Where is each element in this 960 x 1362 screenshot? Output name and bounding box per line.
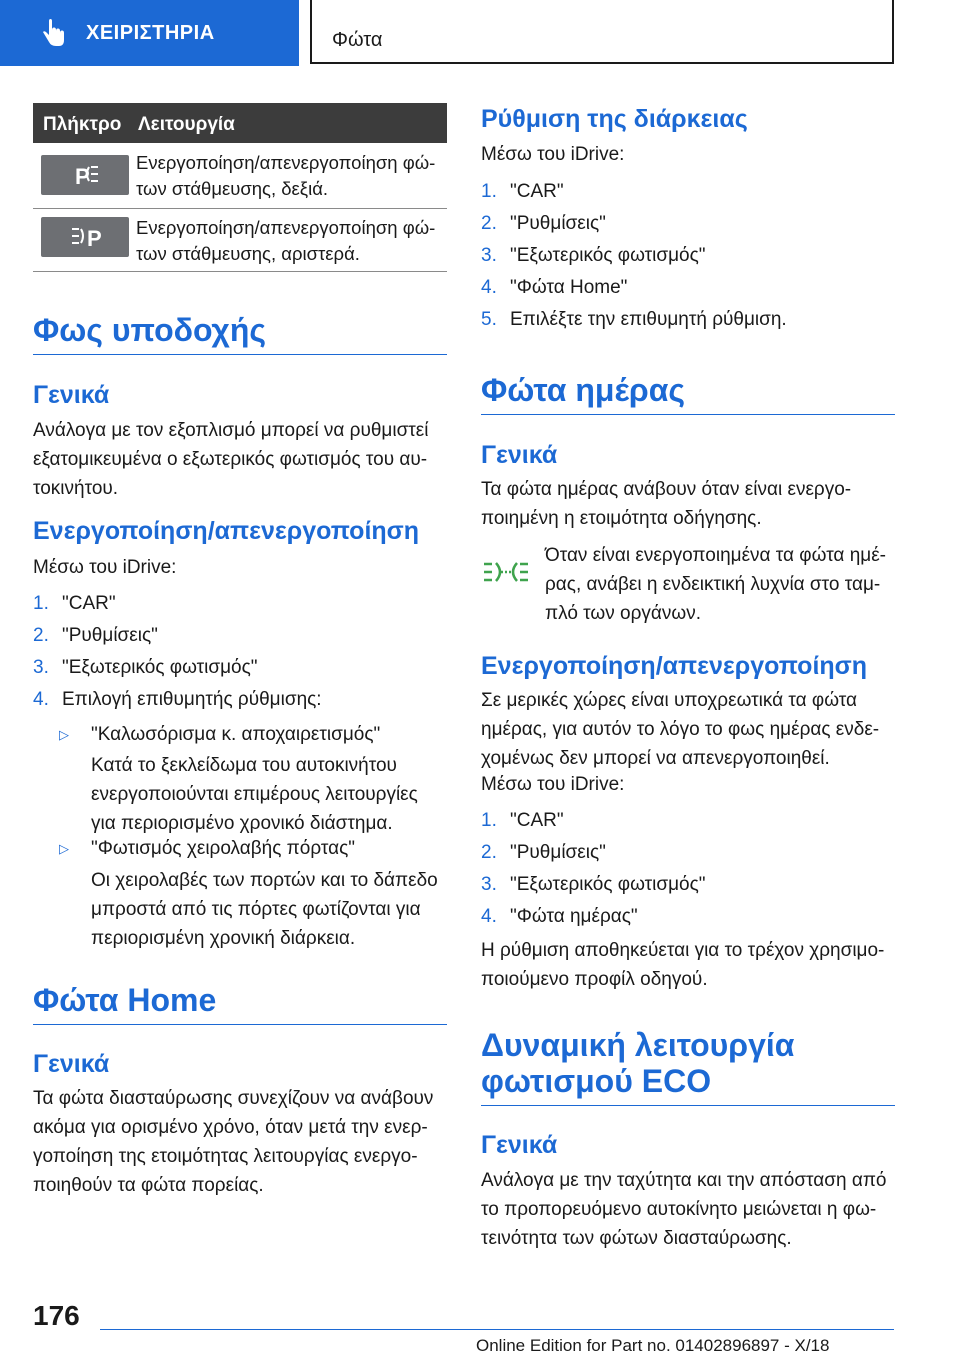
- svg-text:P: P: [75, 164, 90, 189]
- welcome-activation-heading: Ενεργοποίηση/απενεργοποίηση: [33, 517, 420, 545]
- daytime-lights-title: Φώτα ημέρας: [481, 372, 895, 415]
- welcome-general-text: Ανάλογα με τον εξοπλισμό μπορεί να ρυθμιστεί εξατομικευμένα ο εξωτερικός φωτισμός του αυ-τοκινήτου.: [33, 420, 429, 499]
- day-steps: [481, 805, 895, 933]
- welcome-light-title: Φως υποδοχής: [33, 312, 447, 355]
- eco-title: [481, 1027, 895, 1106]
- list-item: 1. "CAR": [481, 810, 564, 831]
- day-note-text: Όταν είναι ενεργοποιημένα τα φώτα ημέ-ρας, ανάβει η ενδεικτική λυχνία στο ταμ-πλό των οργάνων.: [545, 545, 887, 624]
- list-item: 3. "Εξωτερικός φωτισμός": [33, 657, 258, 678]
- parking-light-left-button-icon: [41, 217, 129, 257]
- day-closing-text: Η ρύθμιση αποθηκεύεται για το τρέχον χρησιμο-ποιούμενο προφίλ οδηγού.: [481, 940, 885, 990]
- option-label: "Καλωσόρισμα κ. αποχαιρετισμός": [91, 724, 381, 745]
- bullet-marker: ▷: [59, 727, 69, 742]
- list-item: 2. "Ρυθμίσεις": [481, 842, 606, 863]
- section-tab-label: ΧΕΙΡΙΣΤΗΡΙΑ: [86, 21, 215, 44]
- table-header-key: Πλήκτρο: [43, 114, 122, 135]
- table-row-text: Ενεργοποίηση/απενεργοποίηση φώ-των στάθμευσης, αριστερά.: [136, 217, 436, 264]
- day-via-idrive: Μέσω του iDrive:: [481, 774, 625, 795]
- footer-edition: Online Edition for Part no. 01402896897 - X/18: [476, 1336, 830, 1355]
- list-item: 5. Επιλέξτε την επιθυμητή ρύθμιση.: [481, 309, 787, 330]
- list-item: 4. "Φώτα Home": [481, 277, 628, 298]
- eco-general-heading: Γενικά: [481, 1131, 558, 1159]
- day-activation-heading: Ενεργοποίηση/απενεργοποίηση: [481, 652, 868, 680]
- table-header: [33, 103, 447, 143]
- list-item: 3. "Εξωτερικός φωτισμός": [481, 245, 706, 266]
- list-item: 4. "Φώτα ημέρας": [481, 906, 638, 927]
- section-tab[interactable]: [0, 0, 299, 66]
- table-row: [33, 143, 447, 209]
- day-general-text: Τα φώτα ημέρας ανάβουν όταν είναι ενεργο-ποιημένη η ετοιμότητα οδήγησης.: [481, 479, 852, 529]
- duration-steps: [481, 176, 895, 336]
- eco-title-line1: Δυναμική λειτουργία: [481, 1027, 795, 1063]
- day-general-heading: Γενικά: [481, 441, 558, 469]
- list-item: 3. "Εξωτερικός φωτισμός": [481, 874, 706, 895]
- hand-touch-icon: [40, 18, 66, 48]
- day-activation-text: Σε μερικές χώρες είναι υποχρεωτικά τα φώτα ημέρας, για αυτόν το λόγο το φως ημέρας ενδε-χομένως δεν μπορεί να απενεργοποιηθεί.: [481, 690, 880, 769]
- parking-light-right-button-icon: [41, 155, 129, 195]
- table-row: [33, 209, 447, 272]
- option-note: Οι χειρολαβές των πορτών και το δάπεδο μπροστά από τις πόρτες φωτίζονται για περιορισμένη χρονική διάρκεια.: [91, 870, 438, 949]
- page-number: 176: [33, 1300, 80, 1331]
- table-row-text: Ενεργοποίηση/απενεργοποίηση φώ-των στάθμευσης, δεξιά.: [136, 152, 436, 199]
- eco-title-line2: φωτισμού ECO: [481, 1063, 712, 1099]
- home-general-text: Τα φώτα διασταύρωσης συνεχίζουν να ανάβουν ακόμα για ορισμένο χρόνο, όταν μετά την ενερ-γοποίηση της ετοιμότητας λειτουργίας ενεργο-ποιηθούν τα φώτα πορείας.: [33, 1088, 434, 1196]
- bullet-marker: ▷: [59, 841, 69, 856]
- list-item: 1. "CAR": [481, 181, 564, 202]
- home-general-heading: Γενικά: [33, 1050, 110, 1078]
- list-item: 1. "CAR": [33, 593, 116, 614]
- welcome-general-heading: Γενικά: [33, 381, 110, 409]
- chapter-header: [310, 0, 894, 64]
- table-header-function: Λειτουργία: [138, 114, 235, 135]
- welcome-via-idrive: Μέσω του iDrive:: [33, 557, 177, 578]
- duration-via-idrive: Μέσω του iDrive:: [481, 144, 625, 165]
- option-note: Κατά το ξεκλείδωμα του αυτοκινήτου ενεργοποιούνται επιμέρους λειτουργίες για περιορισμένο χρονικό διάστημα.: [91, 755, 418, 834]
- list-item: 2. "Ρυθμίσεις": [33, 625, 158, 646]
- list-item: 2. "Ρυθμίσεις": [481, 213, 606, 234]
- home-lights-title: Φώτα Home: [33, 982, 447, 1025]
- option-label: "Φωτισμός χειρολαβής πόρτας": [91, 838, 356, 859]
- daytime-running-light-indicator-icon: [481, 558, 541, 586]
- welcome-steps: [33, 588, 447, 716]
- svg-text:P: P: [87, 226, 102, 251]
- list-item: 4. Επιλογή επιθυμητής ρύθμισης:: [33, 689, 322, 710]
- duration-heading: Ρύθμιση της διάρκειας: [481, 105, 748, 133]
- chapter-title: Φώτα: [332, 29, 383, 51]
- eco-general-text: Ανάλογα με την ταχύτητα και την απόσταση από το προπορευόμενο αυτοκίνητο μειώνεται η φω-τεινότητα των φώτων διασταύρωσης.: [481, 1170, 887, 1249]
- footer-divider: [100, 1329, 894, 1330]
